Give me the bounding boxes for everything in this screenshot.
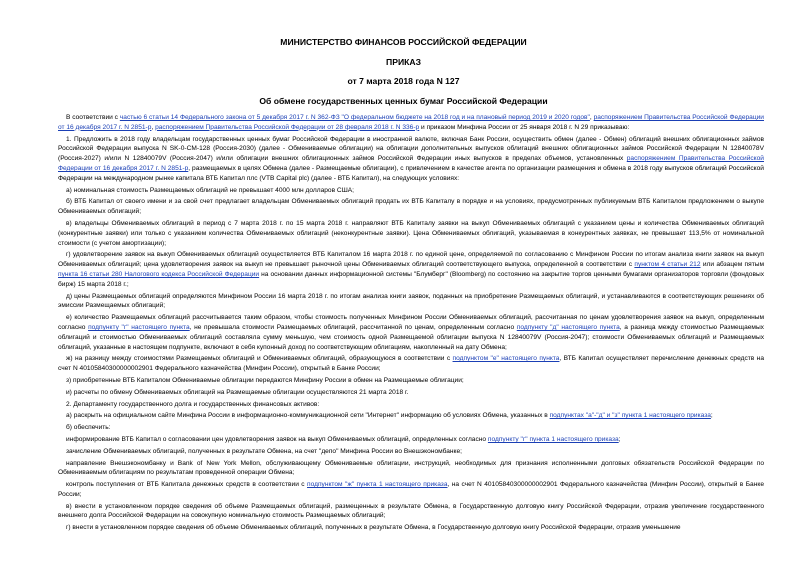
paragraph-text: ж) на разницу между стоимостями Размещаемых облигаций и Обмениваемых облигаций, образующуюся в соответствии с [66, 355, 453, 363]
paragraph-text: контроль поступления от ВТБ Капитала денежных средств в соответствии с [66, 481, 308, 489]
legal-reference-link[interactable]: частью 6 статьи 14 Федерального закона от 5 декабря 2017 г. N 362-ФЗ "О федеральном бюджете на 2018 год и на плановый период 2019 и 2020 годов" [119, 114, 590, 121]
paragraph-text: д) цены Размещаемых облигаций определяются Минфином России 16 марта 2018 г. по итогам анализа книги заявок, поданных на приобретение Размещаемых облигаций, и устанавливаются в соответствующих решениях об эмиссии Размещаемых облигаций; [58, 292, 764, 310]
body-paragraph [58, 219, 764, 248]
paragraph-text: или абзацем пятым [700, 261, 764, 269]
legal-reference-link[interactable]: подпунктом "ж" пункта 1 настоящего приказа [307, 481, 448, 489]
legal-reference-link[interactable]: пункта 16 статьи 280 Налогового кодекса Российской Федерации [58, 270, 260, 278]
paragraph-text: в) внести в установленном порядке сведения об объеме Размещаемых облигаций, размещенных в результате Обмена, в Государственную долговую книгу Российской Федерации, отразив увеличение государственного внешнего долга Российской Федерации на совокупную номинальную стоимость Размещаемых облигаций; [58, 502, 764, 520]
body-paragraph [58, 523, 764, 533]
body-paragraph [58, 400, 764, 410]
paragraph-text: б) ВТБ Капитал от своего имени и за свой счет предлагает владельцам Обмениваемых облигаций продать их ВТБ Капиталу в порядке и на условиях, предусмотренных публикуемым ВТБ Капиталом предложением о выкупе Обмениваемых облигаций; [58, 198, 764, 216]
paragraph-text: з) приобретенные ВТБ Капиталом Обмениваемые облигации передаются Минфину России в обмен на Размещаемые облигации; [66, 376, 464, 384]
body-paragraph [58, 135, 764, 184]
paragraph-text: г) удовлетворение заявок на выкуп Обмениваемых облигаций осуществляется ВТБ Капиталом 16 марта 2018 г. по единой цене, определяемой по согласованию с Минфином России по итогам анализа книги заявок на выкуп Обмениваемых облигаций; цена удовлетворения заявок на выкуп не превышает рыночной цены Обмениваемых облигаций соответствующего выпуска, определенной в соответствии с [58, 251, 764, 269]
ministry-heading: МИНИСТЕРСТВО ФИНАНСОВ РОССИЙСКОЙ ФЕДЕРАЦИИ [280, 37, 527, 47]
paragraph-text: 1. Предложить в 2018 году владельцам государственных ценных бумаг Российской Федерации в иностранной валюте, включая Банк России, осуществить обмен (далее - Обмен) облигаций внешних облигационных займов Российской Федерации выпуска N SK-0-CM-128 (Россия-2030) (далее - Обмениваемые облигации) на облигации дополнительных выпусков облигаций внешних облигационных займов Российской Федерации N 12840078V (Россия-2027) и/или N 12840079V (Россия-2047) и/или облигации внешних облигационных займов Российской Федерации иных выпусков в пределах объемов, установленных [58, 135, 764, 163]
body-paragraph [58, 186, 764, 196]
paragraph-text: на основании данных информационной системы "Блумберг" (Bloomberg) по состоянию на закрытие торгов ценными бумагами организаторов торговли (фондовых бирж) 15 марта 2018 г.; [58, 270, 764, 288]
doc-type-heading: ПРИКАЗ [386, 57, 421, 67]
body-paragraph [58, 197, 764, 217]
document-body [58, 113, 764, 535]
paragraph-text: В соответствии с [66, 114, 120, 121]
paragraph-text: , [151, 123, 156, 131]
body-paragraph [58, 459, 764, 479]
body-paragraph [58, 423, 764, 433]
legal-reference-link[interactable]: подпунктом "е" настоящего пункта [452, 355, 560, 363]
legal-reference-link[interactable]: распоряжением Правительства Российской Федерации от 28 февраля 2018 г. N 336-р [155, 123, 420, 131]
paragraph-text: , ВТБ Капитал осуществляет перечисление денежных средств на счет N 40105840300000002901 Федерального казначейства (Минфин России), открытый в Банке России; [58, 355, 764, 373]
paragraph-text: а) номинальная стоимость Размещаемых облигаций не превышает 4000 млн долларов США; [66, 186, 354, 194]
paragraph-text: в) владельцы Обмениваемых облигаций в период с 7 марта 2018 г. по 15 марта 2018 г. направляют ВТБ Капиталу заявки на выкуп Обмениваемых облигаций с указанием цены и количества Обмениваемых облигаций (конкурентные заявки) или только с указанием количества Обмениваемых облигаций (неконкурентные заявки). Цена Обмениваемых облигаций, указываемая в конкурентных заявках, не превышает 113,5% от номинальной стоимости (с учетом амортизации); [58, 219, 764, 247]
body-paragraph [58, 480, 764, 500]
body-paragraph [58, 388, 764, 398]
body-paragraph [58, 292, 764, 312]
legal-reference-link[interactable]: подпункту "д" настоящего пункта [516, 323, 620, 331]
body-paragraph [58, 502, 764, 522]
paragraph-text: , размещаемых в целях Обмена (далее - Размещаемые облигации), с привлечением в качестве агента по организации размещения и обмена в 2018 году выпусков облигаций Российской Федерации на международном рынке капитала ВТБ Капитал плс (VTB Capital plc) (далее - ВТБ Капитал), на следующих условиях: [58, 164, 764, 182]
paragraph-text: информирование ВТБ Капитал о согласовании цен удовлетворения заявок на выкуп Обмениваемых облигаций, определенных согласно [66, 435, 488, 443]
body-paragraph [58, 113, 764, 133]
legal-reference-link[interactable]: подпункту "г" настоящего пункта [88, 323, 190, 331]
body-paragraph [58, 447, 764, 457]
body-paragraph [58, 411, 764, 421]
paragraph-text: зачисление Обмениваемых облигаций, полученных в результате Обмена, на счет "депо" Минфина России во Внешэкономбанке; [66, 447, 462, 455]
paragraph-text: и) расчеты по обмену Обмениваемых облигаций на Размещаемые облигации осуществляются 21 марта 2018 г. [66, 388, 409, 396]
legal-reference-link[interactable]: подпунктах "а"-"д" и "з" пункта 1 настоящего приказа [549, 412, 711, 420]
date-number-heading: от 7 марта 2018 года N 127 [347, 76, 460, 86]
paragraph-text: а) раскрыть на официальном сайте Минфина России в информационно-коммуникационной сети "Интернет" информацию об условиях Обмена, указанных в [66, 412, 550, 420]
document-title: Об обмене государственных ценных бумаг Российской Федерации [259, 96, 548, 106]
legal-reference-link[interactable]: распоряжением Правительства Российской Федерации от 16 декабря 2017 г. N 2851-р [58, 114, 764, 131]
paragraph-text: направление Внешэкономбанку и Bank of New York Mellon, обслуживающему Обмениваемые облигации, инструкций, необходимых для признания исполненными долговых обязательств Российской Федерации по Обмениваемым облигациям по результатам проведенной операции Обмена; [58, 459, 764, 477]
paragraph-text: , не превышала стоимости Размещаемых облигаций, рассчитанной по ценам, определенным согласно [189, 323, 517, 331]
paragraph-text: б) обеспечить: [66, 424, 111, 432]
paragraph-text: е) количество Размещаемых облигаций рассчитывается таким образом, чтобы стоимость полученных Минфином России Обмениваемых облигаций, рассчитанная по ценам удовлетворения заявок на выкуп, определенным согласно [58, 314, 764, 331]
body-paragraph [58, 435, 764, 445]
paragraph-text: ; [710, 412, 713, 420]
paragraph-text: 2. Департаменту государственного долга и государственных финансовых активов: [66, 400, 320, 408]
paragraph-text: г) внести в установленном порядке сведения об объеме Обмениваемых облигаций, полученных в результате Обмена, в Государственную долговую книгу Российской Федерации, отразив уменьшение [66, 524, 681, 532]
paragraph-text: и приказом Минфина России от 25 января 2018 г. N 29 приказываю: [419, 123, 630, 131]
legal-reference-link[interactable]: пунктом 4 статьи 212 [634, 261, 701, 269]
body-paragraph [58, 250, 764, 289]
legal-reference-link[interactable]: распоряжением Правительства Российской Федерации от 16 декабря 2017 г. N 2851-р [58, 155, 764, 172]
legal-reference-link[interactable]: подпункту "г" пункта 1 настоящего приказа [487, 435, 619, 443]
paragraph-text: , [589, 114, 594, 121]
body-paragraph [58, 313, 764, 352]
paragraph-text: , на счет N 40105840300000002901 Федерального казначейства (Минфин России), открытый в Банке России; [58, 481, 764, 498]
body-paragraph [58, 354, 764, 374]
body-paragraph [58, 376, 764, 386]
paragraph-text: ; [618, 435, 621, 443]
paragraph-text: , а разница между стоимостью Размещаемых облигаций и стоимостью Обмениваемых облигаций составляла сумму меньшую, чем стоимость одной Размещаемой облигации выпуска N 12840079V (Россия-2047); стоимости Обмениваемых облигаций и Размещаемых облигаций, указанные в настоящем подпункте, включают в себя купонный доход по соответствующим облигациям, накопленный на дату Обмена; [58, 323, 764, 351]
